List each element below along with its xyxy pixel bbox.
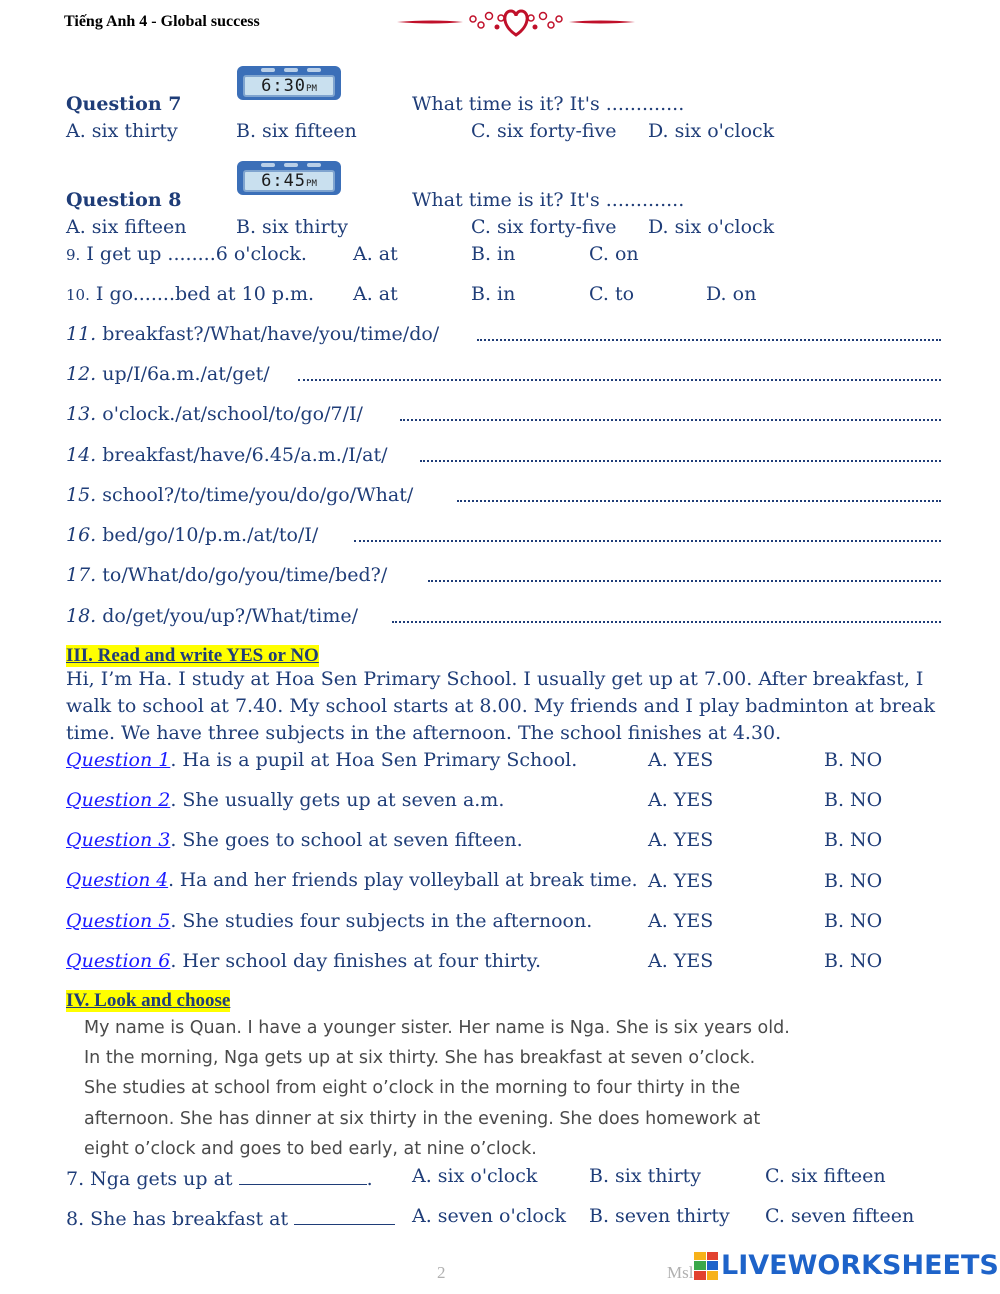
question-text: . Ha is a pupil at Hoa Sen Primary School.	[170, 749, 578, 771]
question-end: .	[366, 1168, 373, 1190]
no-option[interactable]: B. NO	[824, 749, 883, 771]
question-10-option-a[interactable]: A. at	[353, 283, 398, 305]
reorder-13	[66, 405, 363, 424]
reorder-words: o'clock./at/school/to/go/7/I/	[102, 403, 363, 425]
no-option[interactable]: B. NO	[824, 910, 883, 932]
section-3-passage-line-1: Hi, I’m Ha. I study at Hoa Sen Primary School. I usually get up at 7.00. After breakfast, I	[66, 668, 924, 690]
question-8-option-d[interactable]: D. six o'clock	[648, 216, 775, 238]
answer-line-17[interactable]	[428, 580, 941, 582]
question-7-option-c[interactable]: C. six forty-five	[471, 120, 617, 142]
question-8-option-c[interactable]: C. six forty-five	[471, 216, 617, 238]
reading-passage-image	[70, 1013, 950, 1161]
question-text: . She goes to school at seven fifteen.	[170, 829, 523, 851]
page-number: 2	[437, 1263, 446, 1282]
answer-blank[interactable]	[294, 1207, 395, 1225]
question-link[interactable]: Question 5	[66, 910, 171, 932]
question-link[interactable]: Question 4	[66, 870, 169, 891]
question-text: 7. Nga gets up at	[66, 1168, 233, 1190]
clock-time: 6:45	[261, 171, 307, 191]
question-link[interactable]: Question 3	[66, 829, 171, 851]
question-10-number: 10.	[66, 286, 90, 304]
reading-line: afternoon. She has dinner at six thirty in the evening. She does homework at	[84, 1108, 761, 1129]
reading-line: In the morning, Nga gets up at six thirty. She has breakfast at seven o’clock.	[84, 1048, 756, 1069]
yes-option[interactable]: A. YES	[648, 829, 714, 851]
digital-clock-icon	[237, 66, 341, 100]
answer-line-12[interactable]	[298, 379, 941, 381]
option-b[interactable]: B. six thirty	[589, 1165, 702, 1187]
question-8-label: Question 8	[66, 189, 182, 211]
reorder-number: 11.	[66, 323, 97, 345]
question-8-option-a[interactable]: A. six fifteen	[66, 216, 187, 238]
question-7-label: Question 7	[66, 93, 182, 115]
yes-no-question-5	[66, 912, 592, 931]
yes-option[interactable]: A. YES	[648, 870, 714, 892]
clock-suffix: PM	[306, 179, 317, 189]
reading-line: My name is Quan. I have a younger sister. Her name is Nga. She is six years old.	[84, 1018, 790, 1038]
yes-no-question-4	[66, 872, 638, 891]
question-9-option-a[interactable]: A. at	[353, 243, 398, 265]
reorder-18	[66, 607, 358, 626]
option-c[interactable]: C. six fifteen	[765, 1165, 886, 1187]
answer-line-18[interactable]	[392, 621, 941, 623]
yes-option[interactable]: A. YES	[648, 910, 714, 932]
question-10-option-d[interactable]: D. on	[706, 283, 757, 305]
look-choose-question-7	[66, 1167, 373, 1189]
reorder-words: do/get/you/up?/What/time/	[102, 605, 359, 627]
question-10-text: I go.......bed at 10 p.m.	[95, 283, 315, 305]
reorder-words: to/What/do/go/you/time/bed?/	[102, 564, 388, 586]
question-9-stem	[66, 245, 307, 264]
reorder-number: 12.	[66, 363, 97, 385]
question-10-stem	[66, 285, 314, 304]
brand-wordmark: LIVEWORKSHEETS	[721, 1250, 999, 1281]
no-option[interactable]: B. NO	[824, 789, 883, 811]
answer-line-14[interactable]	[420, 460, 941, 462]
liveworksheets-logo-icon	[694, 1252, 718, 1280]
question-8-prompt: What time is it? It's .............	[412, 189, 685, 211]
yes-no-question-2	[66, 791, 504, 810]
reorder-words: breakfast/have/6.45/a.m./I/at/	[102, 444, 388, 466]
question-text: . Ha and her friends play volleyball at break time.	[168, 870, 638, 891]
question-text: . She usually gets up at seven a.m.	[170, 789, 505, 811]
no-option[interactable]: B. NO	[824, 950, 883, 972]
question-link[interactable]: Question 1	[66, 749, 171, 771]
question-7-option-d[interactable]: D. six o'clock	[648, 120, 775, 142]
question-9-text: I get up ........6 o'clock.	[86, 243, 307, 265]
reorder-number: 16.	[66, 524, 97, 546]
yes-option[interactable]: A. YES	[648, 950, 714, 972]
question-link[interactable]: Question 6	[66, 950, 171, 972]
reorder-14	[66, 446, 388, 465]
reorder-12	[66, 365, 270, 384]
section-4-heading: IV. Look and choose	[66, 990, 231, 1011]
question-10-option-c[interactable]: C. to	[589, 283, 635, 305]
option-a[interactable]: A. six o'clock	[412, 1165, 538, 1187]
question-7-prompt: What time is it? It's .............	[412, 93, 685, 115]
question-7-option-b[interactable]: B. six fifteen	[236, 120, 357, 142]
question-9-option-b[interactable]: B. in	[471, 243, 516, 265]
reorder-number: 13.	[66, 403, 97, 425]
yes-no-question-1	[66, 751, 577, 770]
clock-time: 6:30	[261, 76, 307, 96]
no-option[interactable]: B. NO	[824, 829, 883, 851]
digital-clock-icon	[237, 161, 341, 195]
reorder-number: 14.	[66, 444, 97, 466]
answer-blank[interactable]	[239, 1167, 367, 1185]
reorder-16	[66, 526, 318, 545]
question-text: . Her school day finishes at four thirty.	[170, 950, 541, 972]
question-text: 8. She has breakfast at	[66, 1208, 289, 1230]
yes-no-question-3	[66, 831, 523, 850]
reorder-words: bed/go/10/p.m./at/to/I/	[102, 524, 319, 546]
reorder-11	[66, 325, 439, 344]
question-8-option-b[interactable]: B. six thirty	[236, 216, 349, 238]
section-3-passage-line-2: walk to school at 7.40. My school starts at 8.00. My friends and I play badminton at break	[66, 695, 935, 717]
reorder-words: school?/to/time/you/do/go/What/	[102, 484, 414, 506]
option-a[interactable]: A. seven o'clock	[412, 1205, 567, 1227]
question-9-option-c[interactable]: C. on	[589, 243, 639, 265]
author-fragment: Msl	[667, 1263, 694, 1282]
answer-line-15[interactable]	[457, 500, 941, 502]
reorder-words: up/I/6a.m./at/get/	[102, 363, 270, 385]
reorder-number: 18.	[66, 605, 97, 627]
option-c[interactable]: C. seven fifteen	[765, 1205, 915, 1227]
answer-line-16[interactable]	[354, 540, 941, 542]
liveworksheets-brand[interactable]	[694, 1250, 999, 1281]
reorder-17	[66, 566, 387, 585]
yes-no-question-6	[66, 952, 541, 971]
section-3-passage-line-3: time. We have three subjects in the afternoon. The school finishes at 4.30.	[66, 722, 782, 744]
reorder-15	[66, 486, 413, 505]
question-link[interactable]: Question 2	[66, 789, 171, 811]
option-b[interactable]: B. seven thirty	[589, 1205, 730, 1227]
reorder-words: breakfast?/What/have/you/time/do/	[102, 323, 440, 345]
header-title: Tiếng Anh 4 - Global success	[64, 13, 260, 30]
section-3-heading: III. Read and write YES or NO	[66, 645, 319, 666]
heart-ornament-icon	[393, 5, 639, 39]
yes-option[interactable]: A. YES	[648, 789, 714, 811]
reading-line: eight o’clock and goes to bed early, at nine o’clock.	[84, 1138, 537, 1159]
look-choose-question-8	[66, 1207, 395, 1229]
reading-line: She studies at school from eight o’clock in the morning to four thirty in the	[84, 1078, 741, 1099]
answer-line-13[interactable]	[400, 419, 941, 421]
reorder-number: 15.	[66, 484, 97, 506]
question-10-option-b[interactable]: B. in	[471, 283, 516, 305]
clock-suffix: PM	[306, 84, 317, 94]
no-option[interactable]: B. NO	[824, 870, 883, 892]
question-text: . She studies four subjects in the afternoon.	[170, 910, 593, 932]
question-9-number: 9.	[66, 246, 81, 264]
answer-line-11[interactable]	[477, 339, 941, 341]
question-7-option-a[interactable]: A. six thirty	[66, 120, 178, 142]
yes-option[interactable]: A. YES	[648, 749, 714, 771]
reorder-number: 17.	[66, 564, 97, 586]
